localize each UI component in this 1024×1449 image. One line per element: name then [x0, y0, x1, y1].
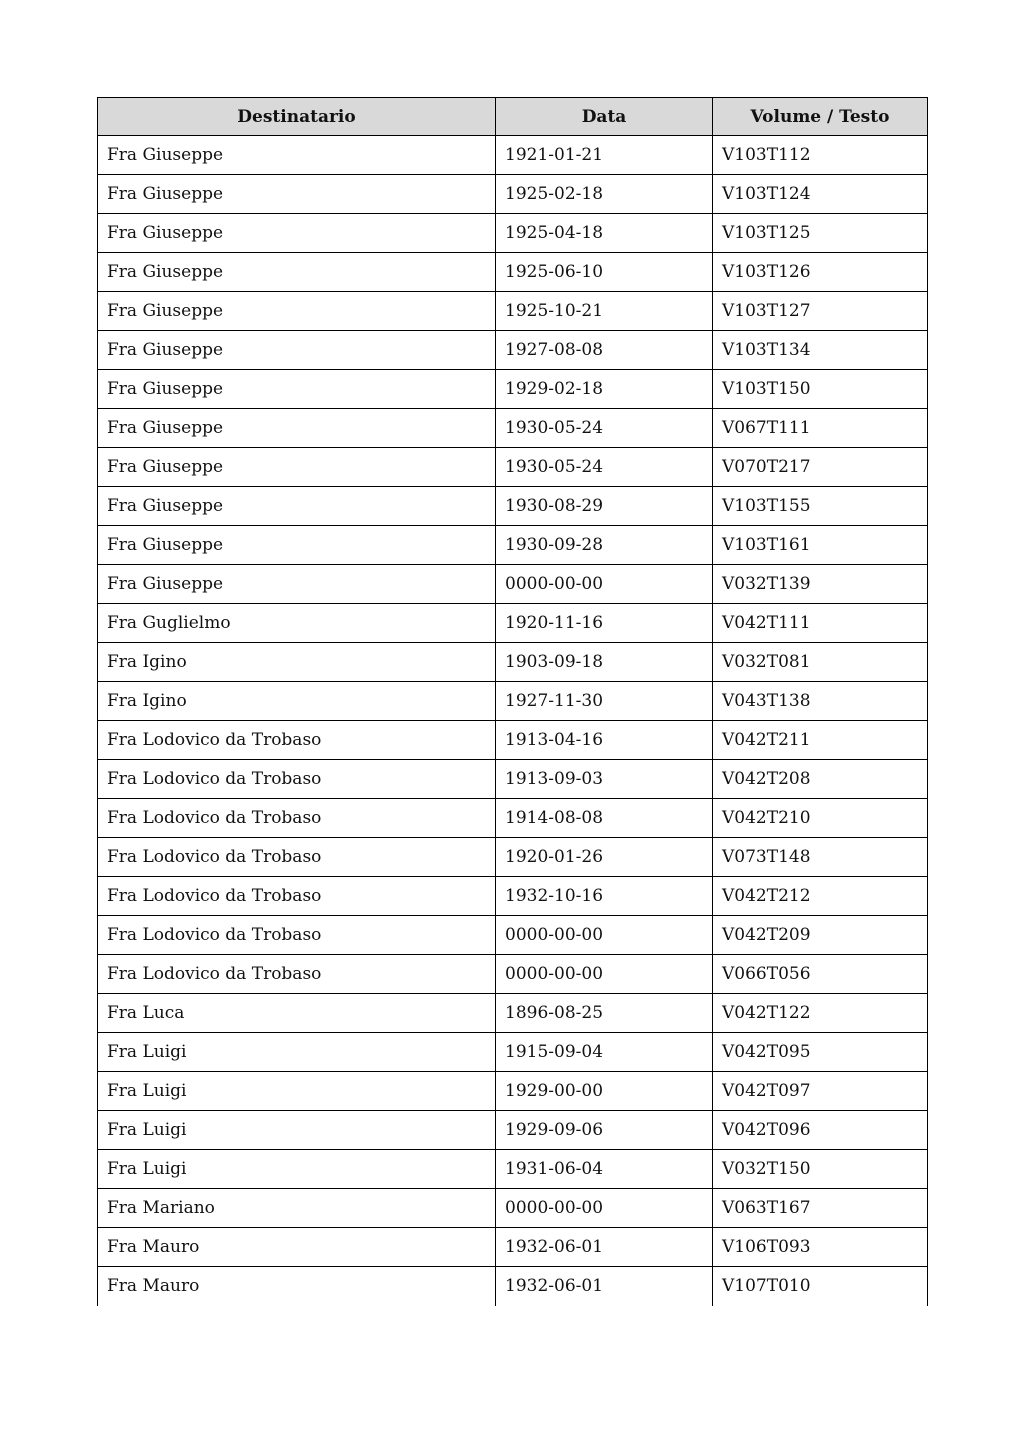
cell-volume-testo: V042T095: [713, 1033, 928, 1072]
cell-volume-testo: V042T212: [713, 877, 928, 916]
table-row: [98, 1072, 928, 1111]
cell-destinatario: Fra Giuseppe: [98, 331, 496, 370]
cell-destinatario: Fra Igino: [98, 643, 496, 682]
cell-data: 1925-02-18: [496, 175, 713, 214]
cell-data: 1930-05-24: [496, 448, 713, 487]
cell-volume-testo: V106T093: [713, 1228, 928, 1267]
cell-destinatario: Fra Luca: [98, 994, 496, 1033]
cell-volume-testo: V073T148: [713, 838, 928, 877]
cell-data: 1913-09-03: [496, 760, 713, 799]
cell-destinatario: Fra Lodovico da Trobaso: [98, 838, 496, 877]
cell-volume-testo: V032T081: [713, 643, 928, 682]
cell-destinatario: Fra Lodovico da Trobaso: [98, 760, 496, 799]
table-row: [98, 877, 928, 916]
cell-volume-testo: V107T010: [713, 1267, 928, 1306]
cell-volume-testo: V067T111: [713, 409, 928, 448]
table-row: [98, 994, 928, 1033]
cell-data: 1920-11-16: [496, 604, 713, 643]
cell-volume-testo: V103T155: [713, 487, 928, 526]
table-row: [98, 955, 928, 994]
cell-data: 1915-09-04: [496, 1033, 713, 1072]
cell-volume-testo: V103T134: [713, 331, 928, 370]
header-volume-testo: Volume / Testo: [713, 98, 928, 136]
table-row: [98, 331, 928, 370]
table-row: [98, 1111, 928, 1150]
cell-volume-testo: V042T122: [713, 994, 928, 1033]
cell-data: 1896-08-25: [496, 994, 713, 1033]
cell-data: 1925-10-21: [496, 292, 713, 331]
table-row: [98, 682, 928, 721]
cell-data: 0000-00-00: [496, 1189, 713, 1228]
cell-destinatario: Fra Guglielmo: [98, 604, 496, 643]
cell-volume-testo: V042T097: [713, 1072, 928, 1111]
cell-destinatario: Fra Lodovico da Trobaso: [98, 799, 496, 838]
cell-destinatario: Fra Igino: [98, 682, 496, 721]
cell-data: 0000-00-00: [496, 916, 713, 955]
table-row: [98, 292, 928, 331]
cell-volume-testo: V063T167: [713, 1189, 928, 1228]
table-row: [98, 1189, 928, 1228]
cell-destinatario: Fra Giuseppe: [98, 565, 496, 604]
cell-volume-testo: V070T217: [713, 448, 928, 487]
cell-destinatario: Fra Lodovico da Trobaso: [98, 721, 496, 760]
cell-destinatario: Fra Giuseppe: [98, 253, 496, 292]
cell-data: 1929-00-00: [496, 1072, 713, 1111]
cell-data: 0000-00-00: [496, 955, 713, 994]
letters-table: [97, 97, 928, 1306]
cell-destinatario: Fra Lodovico da Trobaso: [98, 916, 496, 955]
table-row: [98, 1267, 928, 1306]
cell-data: 1925-06-10: [496, 253, 713, 292]
table-row: [98, 214, 928, 253]
cell-volume-testo: V103T150: [713, 370, 928, 409]
cell-volume-testo: V066T056: [713, 955, 928, 994]
header-destinatario: Destinatario: [98, 98, 496, 136]
cell-volume-testo: V042T111: [713, 604, 928, 643]
cell-data: 1913-04-16: [496, 721, 713, 760]
cell-data: 1930-05-24: [496, 409, 713, 448]
table-row: [98, 1228, 928, 1267]
cell-destinatario: Fra Giuseppe: [98, 136, 496, 175]
cell-volume-testo: V042T208: [713, 760, 928, 799]
cell-volume-testo: V103T112: [713, 136, 928, 175]
cell-destinatario: Fra Giuseppe: [98, 175, 496, 214]
cell-volume-testo: V042T211: [713, 721, 928, 760]
table-body: [98, 136, 928, 1306]
cell-destinatario: Fra Mauro: [98, 1267, 496, 1306]
cell-volume-testo: V103T125: [713, 214, 928, 253]
cell-data: 1932-06-01: [496, 1267, 713, 1306]
cell-volume-testo: V103T126: [713, 253, 928, 292]
table-row: [98, 175, 928, 214]
table-row: [98, 526, 928, 565]
table-row: [98, 916, 928, 955]
cell-volume-testo: V103T127: [713, 292, 928, 331]
table-row: [98, 799, 928, 838]
cell-volume-testo: V042T096: [713, 1111, 928, 1150]
cell-destinatario: Fra Lodovico da Trobaso: [98, 877, 496, 916]
table-row: [98, 721, 928, 760]
cell-destinatario: Fra Giuseppe: [98, 292, 496, 331]
table-row: [98, 487, 928, 526]
cell-destinatario: Fra Luigi: [98, 1072, 496, 1111]
cell-destinatario: Fra Giuseppe: [98, 448, 496, 487]
cell-destinatario: Fra Luigi: [98, 1033, 496, 1072]
cell-data: 1932-10-16: [496, 877, 713, 916]
cell-destinatario: Fra Giuseppe: [98, 214, 496, 253]
table-row: [98, 760, 928, 799]
cell-destinatario: Fra Giuseppe: [98, 370, 496, 409]
table-row: [98, 643, 928, 682]
table-header-row: [98, 98, 928, 136]
cell-destinatario: Fra Lodovico da Trobaso: [98, 955, 496, 994]
cell-volume-testo: V103T124: [713, 175, 928, 214]
table-row: [98, 409, 928, 448]
cell-data: 1927-08-08: [496, 331, 713, 370]
cell-data: 0000-00-00: [496, 565, 713, 604]
cell-data: 1931-06-04: [496, 1150, 713, 1189]
cell-data: 1930-08-29: [496, 487, 713, 526]
cell-volume-testo: V042T210: [713, 799, 928, 838]
table-row: [98, 565, 928, 604]
table-row: [98, 604, 928, 643]
cell-data: 1925-04-18: [496, 214, 713, 253]
table-row: [98, 370, 928, 409]
cell-volume-testo: V103T161: [713, 526, 928, 565]
cell-data: 1921-01-21: [496, 136, 713, 175]
table-row: [98, 136, 928, 175]
cell-data: 1903-09-18: [496, 643, 713, 682]
table-row: [98, 838, 928, 877]
cell-data: 1929-02-18: [496, 370, 713, 409]
cell-destinatario: Fra Mariano: [98, 1189, 496, 1228]
cell-destinatario: Fra Luigi: [98, 1150, 496, 1189]
cell-data: 1930-09-28: [496, 526, 713, 565]
cell-volume-testo: V043T138: [713, 682, 928, 721]
cell-destinatario: Fra Giuseppe: [98, 409, 496, 448]
cell-destinatario: Fra Giuseppe: [98, 487, 496, 526]
cell-volume-testo: V032T139: [713, 565, 928, 604]
cell-data: 1920-01-26: [496, 838, 713, 877]
cell-data: 1914-08-08: [496, 799, 713, 838]
header-data: Data: [496, 98, 713, 136]
cell-data: 1927-11-30: [496, 682, 713, 721]
cell-destinatario: Fra Luigi: [98, 1111, 496, 1150]
table-row: [98, 1150, 928, 1189]
cell-volume-testo: V032T150: [713, 1150, 928, 1189]
cell-data: 1929-09-06: [496, 1111, 713, 1150]
table-row: [98, 1033, 928, 1072]
cell-destinatario: Fra Giuseppe: [98, 526, 496, 565]
cell-volume-testo: V042T209: [713, 916, 928, 955]
table-row: [98, 448, 928, 487]
table-row: [98, 253, 928, 292]
cell-destinatario: Fra Mauro: [98, 1228, 496, 1267]
cell-data: 1932-06-01: [496, 1228, 713, 1267]
